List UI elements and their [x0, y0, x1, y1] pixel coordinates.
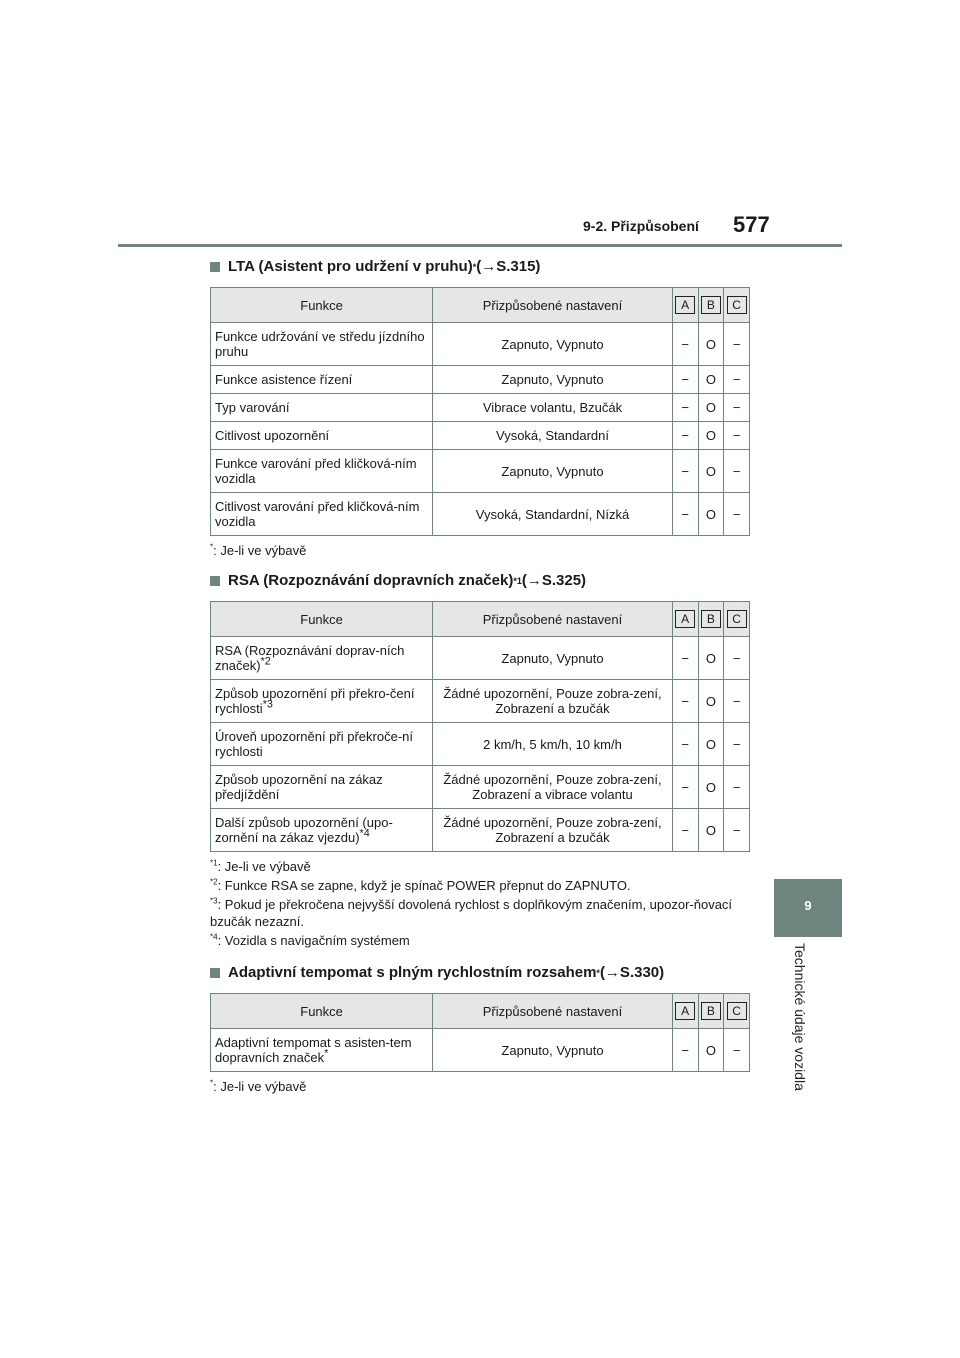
cell-a: −	[672, 394, 698, 422]
section-title-ref: (→S.315)	[476, 258, 541, 275]
cell-c: −	[724, 1029, 750, 1072]
function-text: RSA (Rozpoznávání doprav-ních značek)	[215, 643, 405, 673]
cell-c: −	[724, 366, 750, 394]
function-cell	[211, 723, 433, 766]
function-cell	[211, 450, 433, 493]
function-cell	[211, 366, 433, 394]
footnote	[210, 1078, 750, 1095]
cell-b: O	[698, 394, 724, 422]
setting-cell: Zapnuto, Vypnuto	[433, 323, 673, 366]
footnote-text: : Vozidla s navigačním systémem	[217, 933, 410, 948]
header-a	[672, 602, 698, 637]
header-rule	[118, 244, 842, 247]
function-text: Funkce varování před kličková-ním vozidla	[215, 456, 417, 486]
footnote-text: : Je-li ve výbavě	[213, 543, 307, 558]
cell-b: O	[698, 1029, 724, 1072]
cell-b: O	[698, 680, 724, 723]
section-title: LTA (Asistent pro udržení v pruhu) * (→S.315)	[210, 258, 750, 275]
header-b	[698, 288, 724, 323]
section-title-text: LTA (Asistent pro udržení v pruhu)	[228, 258, 473, 275]
table-header-row	[211, 288, 750, 323]
cell-a: −	[672, 323, 698, 366]
cell-b: O	[698, 723, 724, 766]
footnote-mark: *	[210, 1078, 214, 1088]
cell-b: O	[698, 323, 724, 366]
setting-cell: Žádné upozornění, Pouze zobra-zení, Zobrazení a vibrace volantu	[433, 766, 673, 809]
header-b	[698, 994, 724, 1029]
footnote	[210, 858, 750, 875]
settings-table	[210, 993, 750, 1072]
header-function: Funkce	[211, 994, 433, 1029]
cell-c: −	[724, 422, 750, 450]
cell-a: −	[672, 422, 698, 450]
cell-c: −	[724, 394, 750, 422]
cell-b: O	[698, 450, 724, 493]
footnote	[210, 932, 750, 949]
letter-b: B	[701, 610, 721, 628]
header-function: Funkce	[211, 288, 433, 323]
setting-cell: Vibrace volantu, Bzučák	[433, 394, 673, 422]
header-b	[698, 602, 724, 637]
header-setting: Přizpůsobené nastavení	[433, 994, 673, 1029]
chapter-side-label: Technické údaje vozidla	[792, 943, 808, 1091]
function-cell	[211, 323, 433, 366]
setting-cell: Žádné upozornění, Pouze zobra-zení, Zobrazení a bzučák	[433, 680, 673, 723]
table-row	[211, 766, 750, 809]
cell-c: −	[724, 493, 750, 536]
function-text: Další způsob upozornění (upo-zornění na zákaz vjezdu)	[215, 815, 393, 845]
function-text: Citlivost varování před kličková-ním vozidla	[215, 499, 420, 529]
cell-b: O	[698, 366, 724, 394]
letter-c: C	[727, 1002, 747, 1020]
setting-cell: Zapnuto, Vypnuto	[433, 637, 673, 680]
function-cell	[211, 493, 433, 536]
page-number: 577	[733, 212, 770, 237]
setting-cell: Žádné upozornění, Pouze zobra-zení, Zobrazení a bzučák	[433, 809, 673, 852]
cell-a: −	[672, 723, 698, 766]
table-row	[211, 1029, 750, 1072]
chapter-tab: 9	[774, 879, 842, 937]
footnote-text: : Funkce RSA se zapne, když je spínač POWER přepnut do ZAPNUTO.	[217, 878, 631, 893]
function-text: Úroveň upozornění při překroče-ní rychlosti	[215, 729, 413, 759]
cell-c: −	[724, 323, 750, 366]
cell-a: −	[672, 450, 698, 493]
function-text: Citlivost upozornění	[215, 428, 330, 443]
footnote-mark: *1	[210, 858, 218, 868]
setting-cell: 2 km/h, 5 km/h, 10 km/h	[433, 723, 673, 766]
section-title: RSA (Rozpoznávání dopravních značek) *1 (→S.325)	[210, 572, 750, 589]
function-sup: *4	[359, 827, 370, 840]
table-row	[211, 323, 750, 366]
section-acc	[210, 964, 750, 1095]
header-c	[724, 602, 750, 637]
function-cell	[211, 394, 433, 422]
function-text: Způsob upozornění na zákaz předjíždění	[215, 772, 383, 802]
footnote-mark: *4	[210, 932, 218, 942]
table-row	[211, 809, 750, 852]
settings-table	[210, 287, 750, 536]
table-header-row	[211, 602, 750, 637]
section-lta	[210, 258, 750, 559]
cell-c: −	[724, 450, 750, 493]
section-title-ref: (→S.330)	[599, 964, 665, 981]
cell-c: −	[724, 809, 750, 852]
function-text: Funkce udržování ve středu jízdního pruhu	[215, 329, 425, 359]
header-a	[672, 994, 698, 1029]
footnote-text: : Je-li ve výbavě	[213, 1079, 307, 1094]
table-row	[211, 394, 750, 422]
cell-a: −	[672, 1029, 698, 1072]
section-rsa	[210, 572, 750, 949]
square-bullet-icon	[210, 262, 220, 272]
setting-cell: Zapnuto, Vypnuto	[433, 450, 673, 493]
cell-b: O	[698, 809, 724, 852]
cell-c: −	[724, 723, 750, 766]
function-cell	[211, 1029, 433, 1072]
cell-c: −	[724, 680, 750, 723]
setting-cell: Vysoká, Standardní, Nízká	[433, 493, 673, 536]
section-title-text: RSA (Rozpoznávání dopravních značek)	[228, 572, 514, 589]
function-sup: *	[324, 1047, 329, 1060]
function-text: Funkce asistence řízení	[215, 372, 353, 387]
footnote-mark: *2	[210, 877, 218, 887]
cell-a: −	[672, 637, 698, 680]
cell-c: −	[724, 637, 750, 680]
function-cell	[211, 422, 433, 450]
header-c	[724, 994, 750, 1029]
header-c	[724, 288, 750, 323]
cell-a: −	[672, 680, 698, 723]
table-row	[211, 366, 750, 394]
header-a	[672, 288, 698, 323]
table-row	[211, 422, 750, 450]
square-bullet-icon	[210, 968, 220, 978]
section-title-text: Adaptivní tempomat s plným rychlostním rozsahem	[228, 964, 597, 981]
square-bullet-icon	[210, 576, 220, 586]
letter-c: C	[727, 296, 747, 314]
cell-c: −	[724, 766, 750, 809]
function-text: Způsob upozornění při překro-čení rychlosti	[215, 686, 415, 716]
footnote-mark: *	[210, 542, 214, 552]
footnote-mark: *3	[210, 896, 218, 906]
cell-b: O	[698, 422, 724, 450]
letter-a: A	[675, 296, 695, 314]
settings-table	[210, 601, 750, 852]
table-row	[211, 723, 750, 766]
setting-cell: Zapnuto, Vypnuto	[433, 366, 673, 394]
setting-cell: Vysoká, Standardní	[433, 422, 673, 450]
cell-a: −	[672, 809, 698, 852]
function-text: Adaptivní tempomat s asisten-tem dopravních značek	[215, 1035, 412, 1065]
cell-b: O	[698, 493, 724, 536]
header-function: Funkce	[211, 602, 433, 637]
function-cell	[211, 680, 433, 723]
function-sup: *2	[260, 655, 271, 668]
header-setting: Přizpůsobené nastavení	[433, 288, 673, 323]
footnote	[210, 896, 750, 930]
function-sup: *3	[262, 698, 273, 711]
cell-a: −	[672, 766, 698, 809]
footnote	[210, 542, 750, 559]
section-title-ref: (→S.325)	[521, 572, 587, 589]
footnote	[210, 877, 750, 894]
function-cell	[211, 637, 433, 680]
letter-b: B	[701, 1002, 721, 1020]
letter-a: A	[675, 1002, 695, 1020]
table-row	[211, 637, 750, 680]
footnote-text: : Pokud je překročena nejvyšší dovolená rychlost s doplňkovým značením, upozor-ňovací bzučák nezazní.	[210, 897, 733, 929]
section-title: Adaptivní tempomat s plným rychlostním rozsahem * (→S.330)	[210, 964, 750, 981]
footnote-text: : Je-li ve výbavě	[217, 859, 311, 874]
setting-cell: Zapnuto, Vypnuto	[433, 1029, 673, 1072]
letter-a: A	[675, 610, 695, 628]
cell-b: O	[698, 766, 724, 809]
cell-b: O	[698, 637, 724, 680]
function-cell	[211, 809, 433, 852]
table-header-row	[211, 994, 750, 1029]
cell-a: −	[672, 493, 698, 536]
table-row	[211, 450, 750, 493]
function-cell	[211, 766, 433, 809]
letter-c: C	[727, 610, 747, 628]
function-text: Typ varování	[215, 400, 290, 415]
letter-b: B	[701, 296, 721, 314]
header-setting: Přizpůsobené nastavení	[433, 602, 673, 637]
cell-a: −	[672, 366, 698, 394]
table-row	[211, 493, 750, 536]
page-header-section: 9-2. Přizpůsobení	[583, 218, 699, 234]
table-row	[211, 680, 750, 723]
